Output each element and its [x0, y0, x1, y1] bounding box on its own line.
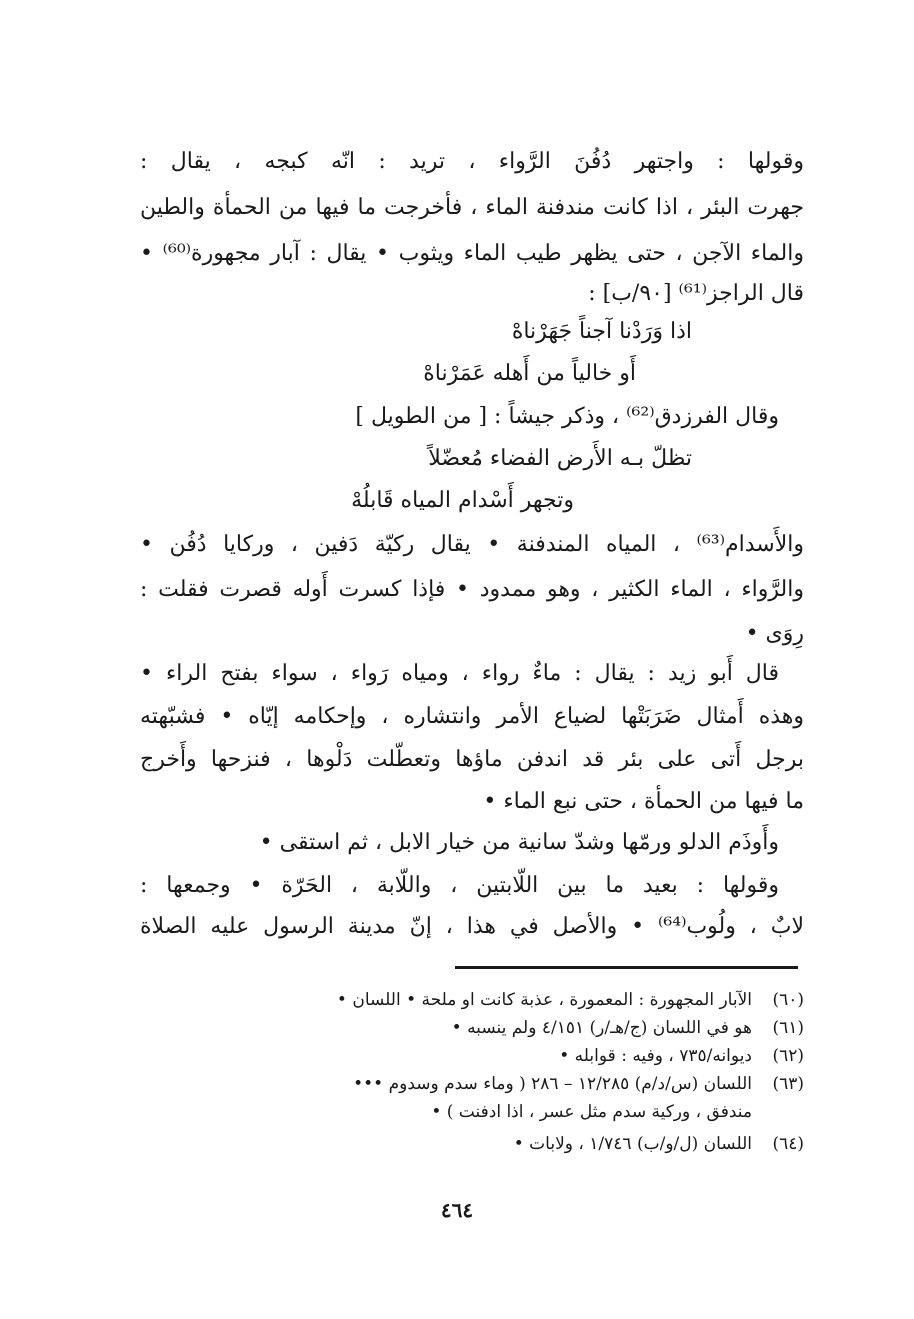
footnote-number: (٦٣)	[772, 1074, 804, 1094]
text-line: برجل أَتى على بئر قد اندفن ماؤها وتعطّلت دَلْوها ، فنزحها وأَخرج	[140, 747, 804, 772]
text-line: والأَسدام⁽⁶³⁾ ، المياه المندفنة • يقال ركيّة دَفين ، وركايا دُفُن •	[140, 532, 804, 557]
footnote-text: هو في اللسان (ج/هـ/ر) ٤/١٥١ ولم ينسبه •	[451, 1018, 752, 1038]
footnote-text: اللسان (ل/و/ب) ١/٧٤٦ ، ولابات •	[513, 1134, 752, 1154]
footnote-number: (٦٤)	[772, 1134, 804, 1154]
footnote-text: ديوانه/٧٣٥ ، وفيه : قوابله •	[559, 1046, 752, 1066]
text-line: وقولها : بعيد ما بين اللّابتين ، واللّابة ، الحَرّة • وجمعها :	[140, 873, 779, 898]
footnote-continuation: مندفق ، وركية سدم مثل عسر ، اذا ادفنت ) •	[431, 1102, 752, 1122]
footnote-number: (٦١)	[772, 1018, 804, 1038]
text-line: والرَّواء ، الماء الكثير ، وهو ممدود • فإذا كسرت أَوله قصرت فقلت :	[140, 577, 804, 602]
text-line: وهذه أَمثال ضَرَبَتْها لضياع الأمر وانتشاره ، وإحكامه إيّاه • فشبّهته	[140, 704, 804, 729]
footnote	[150, 1132, 804, 1156]
verse-line: وتجهر أَسْدام المياه قَابلُهْ	[351, 488, 574, 513]
footnote	[150, 1016, 804, 1040]
text-line: وأَوذَم الدلو ورمّها وشدّ سانية من خيار الابل ، ثم استقى •	[259, 830, 779, 855]
text-line: وقولها : واجتهر دُفُنَ الرَّواء ، تريد : انّه كبجه ، يقال :	[140, 149, 804, 174]
footnote-number: (٦٢)	[772, 1046, 804, 1066]
footnote-text: الآبار المجهورة : المعمورة ، عذبة كانت او ملحة • اللسان •	[336, 990, 752, 1010]
footnote-text: اللسان (س/د/م) ١٢/٢٨٥ – ٢٨٦ ( وماء سدم وسدوم •••	[353, 1074, 752, 1094]
text-line: والماء الآجن ، حتى يظهر طيب الماء ويثوب • يقال : آبار مجهورة⁽⁶⁰⁾ •	[140, 241, 804, 266]
page-number: ٤٦٤	[440, 1198, 474, 1222]
verse-line: تظلّ بـه الأَرض الفضاء مُعضّلاً	[428, 446, 692, 471]
footnote-number: (٦٠)	[772, 990, 804, 1010]
text-line: رِوَى •	[745, 621, 804, 646]
footnote	[150, 1044, 804, 1068]
footnote-divider	[455, 966, 798, 969]
footnote	[150, 1072, 804, 1096]
verse-line: اذا وَرَدْنا آجناً جَهَرْناهْ	[511, 319, 692, 344]
footnote	[150, 988, 804, 1012]
text-line: قال الراجز⁽⁶¹⁾ [٩٠/ب] :	[588, 281, 804, 306]
text-line: وقال الفرزدق⁽⁶²⁾ ، وذكر جيشاً : [ من الطويل ]	[355, 404, 779, 429]
verse-line: أَو خالياً من أَهله عَمَرْناهْ	[423, 361, 636, 386]
text-line: ما فيها من الحمأة ، حتى نبع الماء •	[483, 789, 804, 814]
text-line: لابٌ ، ولُوب⁽⁶⁴⁾ • والأصل في هذا ، إنّ مدينة الرسول عليه الصلاة	[140, 914, 805, 939]
text-line: جهرت البئر ، اذا كانت مندفنة الماء ، فأخرجت ما فيها من الحمأة والطين	[140, 195, 804, 220]
text-line: قال أَبو زيد : يقال : ماءٌ رواء ، ومياه رَواء ، سواء بفتح الراء •	[140, 661, 779, 686]
